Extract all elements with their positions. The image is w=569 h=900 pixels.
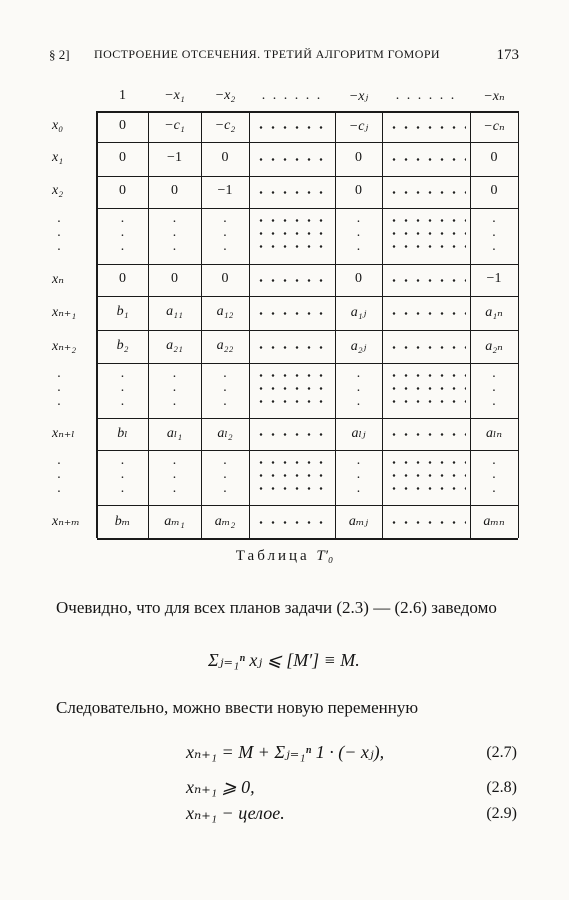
table-cell: 0 [171,271,178,286]
table-cell: aₘ₂ [214,513,236,529]
table-cell: 0 [171,183,178,198]
page-header [49,47,519,67]
table-cell: a₁₂ [216,304,234,319]
row-label: xₙ₊₁ [52,305,77,320]
row-label: x₁ [52,150,64,165]
row-label: x₀ [52,117,64,133]
row-label-vdots: · · · [56,370,62,413]
dot-fill [255,519,331,526]
table-cell: 0 [119,183,126,198]
caption-word: Таблица [235,548,310,564]
dot-fill [255,431,331,438]
table-cell: −1 [167,150,182,165]
caption-symbol: T′₀ [316,548,334,564]
table-cell: aₘₙ [483,513,505,529]
column-header: . . . . . . [261,88,323,103]
table-cell: 0 [119,271,126,286]
cell-vdots: · · · [356,457,361,500]
dot-fill [255,344,331,351]
table-cell: 0 [355,271,362,286]
table-cell: a₂ₙ [485,338,503,354]
table-cell: aₗₙ [485,426,503,441]
table-horizontal-rule [97,176,518,177]
dot-fill [388,310,466,317]
table-cell: 0 [355,183,362,198]
table-horizontal-rule [97,111,518,113]
table-cell: b₁ [116,304,129,319]
table-cell: aₗⱼ [351,426,366,441]
cell-vdots: · · · [491,457,497,500]
table-cell: bₘ [114,513,131,529]
row-label: x₂ [52,183,64,198]
table-horizontal-rule [97,538,518,540]
cell-vdots: · · · [222,215,228,258]
table-vertical-rule [518,111,519,538]
table-cell: aₘⱼ [348,513,369,529]
equation-2-8-number: (2.8) [486,779,517,796]
row-label: xₙ₊ₘ [52,513,80,529]
cell-vdots: · · · [491,370,497,413]
table-horizontal-rule [97,418,518,419]
table-cell: aₘ₁ [164,513,185,529]
table-cell: a₂₂ [216,337,234,353]
equation-2-8: xₙ₊₁ ⩾ 0, [186,777,255,797]
table-horizontal-rule [97,505,518,506]
cell-vdots: · · · [222,457,228,500]
dot-fill [255,156,331,163]
table-horizontal-rule [97,450,518,451]
table-cell: a₁₁ [166,304,183,319]
table-cell: 0 [221,271,229,286]
row-label-vdots: · · · [56,457,62,500]
row-label: xₙ₊₂ [52,338,77,354]
table-cell: bₗ [117,426,128,441]
row-label: xₙ₊ₗ [52,426,75,441]
table-horizontal-rule [97,264,518,265]
dot-fill [255,456,331,499]
table-cell: −1 [486,271,502,286]
table-cell: aₗ₁ [166,426,183,441]
dot-fill [388,214,466,258]
table-horizontal-rule [97,208,518,209]
equation-2-7-number: (2.7) [486,744,517,761]
column-header: −xₙ [483,89,505,104]
cell-vdots: · · · [172,370,177,413]
table-cell: aₗ₂ [217,426,233,441]
row-label: xₙ [52,272,64,287]
dot-fill [388,456,466,499]
cell-vdots: · · · [172,457,177,500]
column-header: −x₁ [164,88,185,103]
table-cell: −c₂ [214,117,236,133]
cell-vdots: · · · [491,215,497,258]
table-cell: −c₁ [164,117,185,133]
table-cell: 0 [490,183,498,198]
cell-vdots: · · · [356,215,361,258]
cell-vdots: · · · [120,215,125,258]
table-horizontal-rule [97,296,518,297]
cell-vdots: · · · [120,457,125,500]
column-header: −xⱼ [348,89,369,104]
paragraph-1: Очевидно, что для всех планов задачи (2.3) — (2.6) заведомо [56,598,497,617]
table-cell: a₁ₙ [485,305,503,320]
row-label-vdots: · · · [56,215,62,258]
table-cell: a₁ⱼ [350,305,367,320]
dot-fill [388,124,466,131]
dot-fill [255,189,331,196]
paragraph-2: Следовательно, можно ввести новую переменную [56,698,419,717]
dot-fill [388,519,466,526]
dot-fill [255,277,331,284]
dot-fill [255,369,331,412]
table-cell: −1 [217,183,233,198]
dot-fill [388,431,466,438]
table-horizontal-rule [97,330,518,331]
section-number: § 2] [49,47,70,62]
table-cell: 0 [355,150,362,165]
cell-vdots: · · · [222,370,228,413]
equation-2-9: xₙ₊₁ − целое. [186,803,285,823]
running-title: ПОСТРОЕНИЕ ОТСЕЧЕНИЯ. ТРЕТИЙ АЛГОРИТМ ГОМОРИ [94,47,440,61]
dot-fill [255,310,331,317]
table-cell: −cₙ [483,118,505,134]
dot-fill [255,214,331,258]
cell-vdots: · · · [120,370,125,413]
table-caption [0,548,569,565]
table-cell: b₂ [116,337,129,353]
table-cell: 0 [119,117,126,133]
column-header: −x₂ [214,88,236,103]
equation-2-7: xₙ₊₁ = M + Σⱼ₌₁ⁿ 1 · (− xⱼ), [186,742,385,762]
column-header: 1 [119,88,126,103]
page-number: 173 [496,47,519,63]
dot-fill [388,277,466,284]
table-horizontal-rule [97,363,518,364]
dot-fill [255,124,331,131]
cell-vdots: · · · [172,215,177,258]
dot-fill [388,369,466,412]
column-header: . . . . . . [395,88,457,103]
equation-2-9-number: (2.9) [486,805,517,822]
dot-fill [388,156,466,163]
table-cell: 0 [119,150,126,165]
table-cell: −cⱼ [348,118,369,134]
sum-inequality: Σⱼ₌₁ⁿ xⱼ ⩽ [M′] ≡ M. [208,650,360,670]
dot-fill [388,344,466,351]
table-cell: 0 [221,150,229,165]
table-cell: 0 [490,150,498,165]
dot-fill [388,189,466,196]
table-cell: a₂ⱼ [350,338,367,354]
table-horizontal-rule [97,142,518,143]
cell-vdots: · · · [356,370,361,413]
table-cell: a₂₁ [166,337,183,353]
